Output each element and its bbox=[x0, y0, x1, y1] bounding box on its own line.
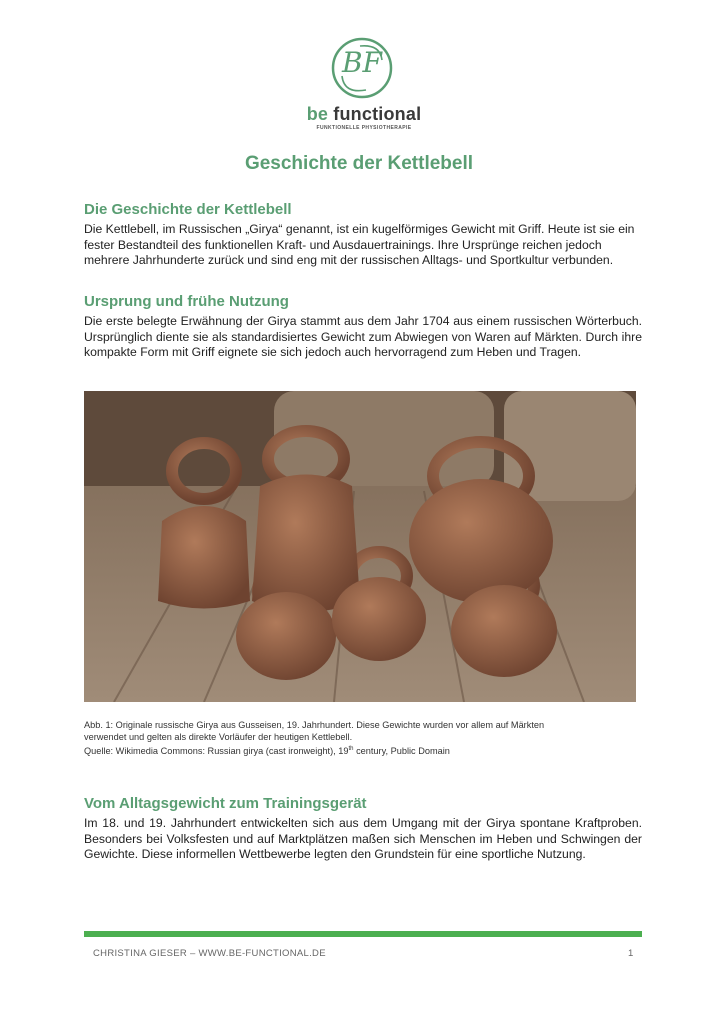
section-text-history: Die Kettlebell, im Russischen „Girya“ genannt, ist ein kugelförmiges Gewicht mit Griff. Heute ist sie ein fester Bestandteil des funktionellen Kraft- und Ausdauertrainings. Ihre Ursprünge reichen jedoch mehrere Jahrhunderte zurück und sind eng mit der russischen Alltags- und Sportkultur verbunden. bbox=[84, 222, 635, 268]
figure-caption bbox=[84, 719, 644, 757]
section-text-training: Im 18. und 19. Jahrhundert entwickelten sich aus dem Umgang mit der Girya spontane Kraftproben. Besonders bei Volksfesten und auf Marktplätzen maßen sich Menschen im Heben und Schwingen der Gewichte. Diese informellen Wettbewerbe legten den Grundstein für eine sportliche Nutzung. bbox=[84, 816, 642, 862]
caption-line-2: verwendet und gelten als direkte Vorläufer der heutigen Kettlebell. bbox=[84, 732, 353, 742]
source-superscript: th bbox=[348, 746, 354, 752]
section-text-origin: Die erste belegte Erwähnung der Girya stammt aus dem Jahr 1704 aus einem russischen Wörterbuch. Ursprünglich diente sie als standardisiertes Gewicht zum Abwiegen von Waren auf Märkten. Durch ihre kompakte Form mit Griff eignete sie sich jedoch auch hervorragend zum Heben und Tragen. bbox=[84, 314, 642, 360]
source-prefix: Quelle: Wikimedia Commons: Russian girya (cast ironweight), 19 bbox=[84, 746, 349, 757]
brand-name-suffix: functional bbox=[333, 104, 422, 124]
page-title: Geschichte der Kettlebell bbox=[244, 153, 474, 174]
section-heading-history: Die Geschichte der Kettlebell bbox=[84, 201, 292, 218]
logo bbox=[299, 36, 429, 132]
footer-divider bbox=[84, 931, 642, 937]
page-number: 1 bbox=[628, 948, 634, 959]
section-heading-training: Vom Alltagsgewicht zum Trainingsgerät bbox=[84, 795, 367, 812]
source-suffix: century, Public Domain bbox=[353, 746, 450, 757]
brand-subtitle: FUNKTIONELLE PHYSIOTHERAPIE bbox=[316, 125, 412, 131]
footer-author: CHRISTINA GIESER – WWW.BE-FUNCTIONAL.DE bbox=[93, 948, 326, 959]
girya-illustration bbox=[84, 391, 636, 702]
brand-name bbox=[299, 104, 429, 125]
kettlebell-photo bbox=[84, 391, 636, 702]
monogram-text: BF bbox=[341, 46, 382, 79]
caption-line-1: Abb. 1: Originale russische Girya aus Gusseisen, 19. Jahrhundert. Diese Gewichte wurden vor allem auf Märkten bbox=[84, 720, 545, 730]
brand-name-prefix: be bbox=[306, 104, 334, 124]
section-heading-origin: Ursprung und frühe Nutzung bbox=[84, 293, 289, 310]
caption-source bbox=[84, 743, 644, 757]
